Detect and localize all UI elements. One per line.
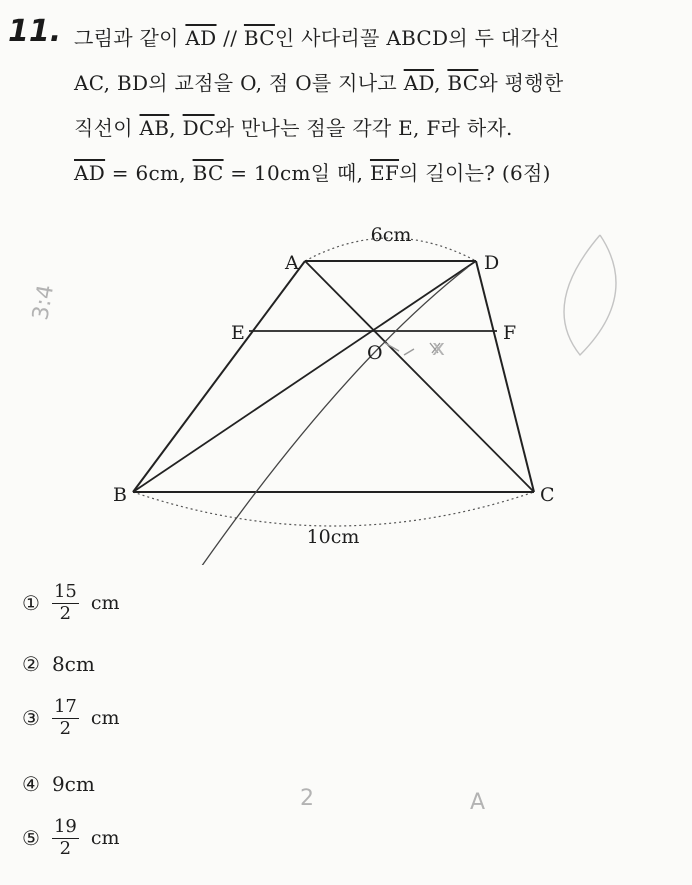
question-number: 11.: [8, 14, 62, 49]
bottom-length-arc: [133, 492, 534, 526]
segment-ad: $\overline{AD}$: [403, 71, 435, 95]
segment-ab: $\overline{AB}$: [139, 116, 170, 140]
top-length-label: 6cm: [370, 224, 412, 246]
handwriting-mark: A: [470, 790, 486, 815]
fraction: [52, 583, 79, 624]
segment-bc: $\overline{BC}$: [192, 161, 224, 185]
denominator: 2: [59, 837, 72, 859]
question-line-3: [74, 112, 513, 141]
point-label-o: O: [367, 342, 383, 364]
question-text: ,: [434, 71, 448, 95]
fraction: [52, 698, 79, 739]
pencil-sketch: [564, 235, 616, 355]
choice-number: ⑤: [22, 826, 40, 851]
choice-5[interactable]: [22, 818, 120, 859]
handwriting-mark: x: [432, 336, 446, 361]
vertex-label-c: C: [540, 484, 555, 506]
unit: cm: [90, 827, 120, 850]
denominator: 2: [59, 717, 72, 739]
handwriting-mark: 3:4: [28, 282, 60, 323]
side-ab: [133, 261, 305, 492]
question-line-4: [74, 157, 551, 186]
question-text: ,: [169, 116, 183, 140]
question-text: = 10cm일 때,: [223, 161, 370, 185]
fraction: [52, 818, 79, 859]
vertex-label-a: A: [285, 252, 299, 274]
question-text: AC, BD의 교점을 O, 점 O를 지나고: [74, 71, 404, 95]
point-label-e: E: [231, 322, 245, 344]
numerator: 15: [53, 581, 77, 602]
unit: cm: [90, 592, 120, 615]
segment-ad: $\overline{AD}$: [185, 26, 217, 50]
question-text: 인 사다리꼴 ABCD의 두 대각선: [274, 26, 560, 50]
question-text: = 6cm,: [105, 161, 193, 185]
choice-4[interactable]: [22, 772, 95, 796]
bottom-length-label: 10cm: [306, 526, 360, 548]
question-line-2: [74, 67, 564, 96]
question-line-1: [74, 22, 560, 51]
choice-number: ③: [22, 706, 40, 731]
vertex-label-d: D: [484, 252, 500, 274]
vertex-label-b: B: [113, 484, 127, 506]
choice-text: 9cm: [51, 772, 95, 796]
segment-dc: $\overline{DC}$: [182, 116, 215, 140]
question-text: 와 만나는 점을 각각 E, F라 하자.: [214, 116, 513, 140]
choice-2[interactable]: [22, 652, 95, 676]
question-text: 의 길이는? (6점): [399, 161, 551, 185]
choice-number: ①: [22, 591, 40, 616]
choice-number: ④: [22, 772, 40, 796]
choice-text: 8cm: [51, 652, 95, 676]
pen-stroke: [168, 267, 468, 565]
segment-bc: $\overline{BC}$: [447, 71, 479, 95]
parallel-symbol: //: [216, 26, 244, 50]
diagonal-bd: [133, 261, 476, 492]
question-text: 직선이: [74, 116, 140, 140]
segment-ef: $\overline{EF}$: [369, 161, 400, 185]
segment-ad: $\overline{AD}$: [74, 161, 106, 185]
unit: cm: [90, 707, 120, 730]
point-label-f: F: [503, 322, 517, 344]
question-text: 와 평행한: [478, 71, 564, 95]
denominator: 2: [59, 602, 72, 624]
segment-bc: $\overline{BC}$: [243, 26, 275, 50]
side-dc: [476, 261, 534, 492]
choice-3[interactable]: [22, 698, 120, 739]
choice-number: ②: [22, 652, 40, 676]
choice-1[interactable]: [22, 583, 120, 624]
question-text: 그림과 같이: [74, 26, 186, 50]
trapezoid-figure: [0, 205, 692, 565]
numerator: 19: [53, 816, 77, 837]
numerator: 17: [53, 696, 77, 717]
handwriting-mark: 2: [300, 786, 314, 811]
diagonal-ac: [305, 261, 534, 492]
